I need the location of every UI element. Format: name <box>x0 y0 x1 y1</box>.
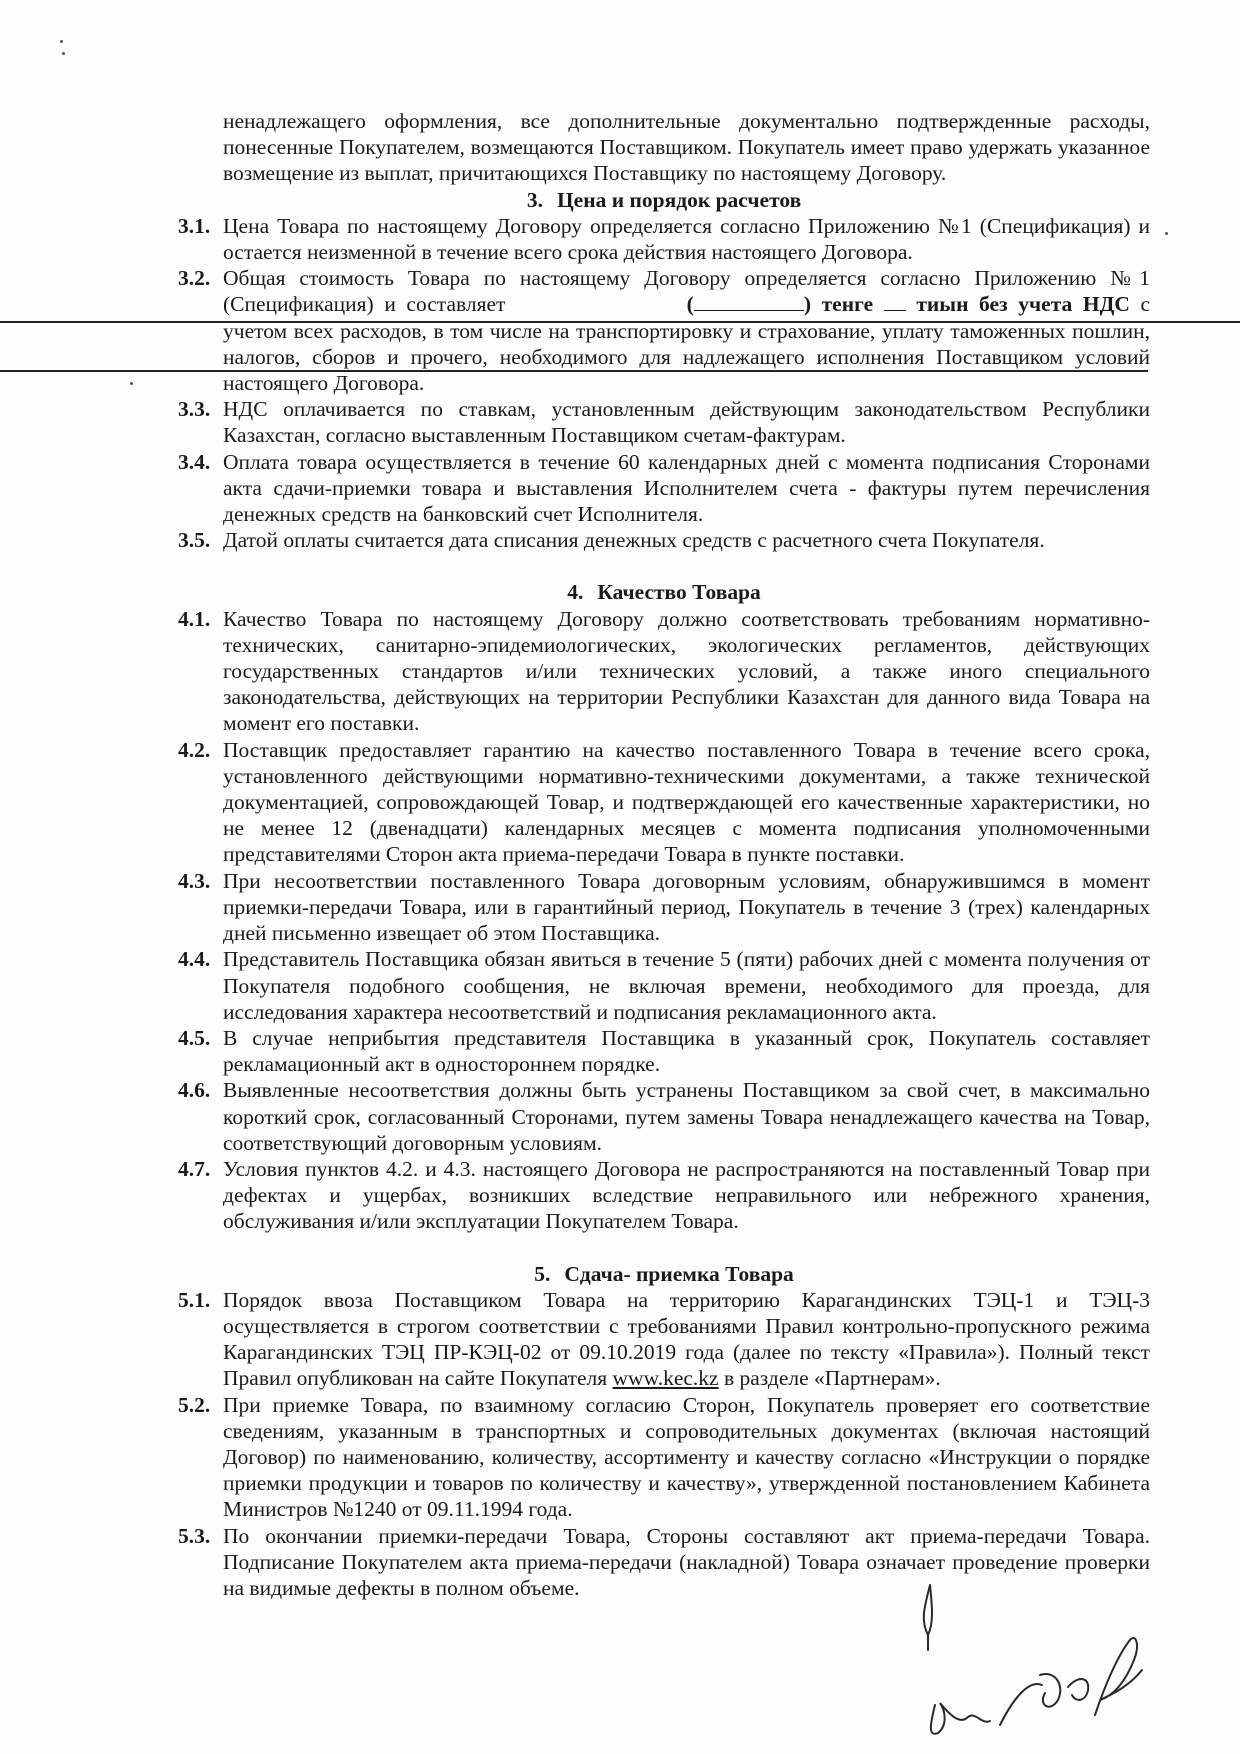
clause-text: НДС оплачивается по ставкам, установленным действующим законодательством Республики Казахстан, согласно выставленным Поставщиком счетам-фактурам. <box>223 397 1150 448</box>
clause-number: 4.7. <box>178 1156 211 1181</box>
clause-text: Выявленные несоответствия должны быть устранены Поставщиком за свой счет, в максимально короткий срок, согласованный Сторонами, путем замены Товара ненадлежащего качества на Товар, соответствующий договорным условиям. <box>223 1078 1150 1155</box>
document-body <box>178 108 1150 1601</box>
clause-number: 3.3. <box>178 397 211 422</box>
vat-note: тиын без учета НДС <box>916 292 1130 317</box>
clause-text-part: с учетом всех расходов, в том числе на транспортировку и страхование, уплату таможенных пошлин, налогов, сборов и прочего, необходимого для надлежащего исполнения Поставщиком условий настоящего Договора. <box>223 292 1151 396</box>
tiyn-blank-field <box>884 292 906 311</box>
website-link[interactable]: www.kec.kz <box>612 1366 719 1391</box>
clause-text: При приемке Товара, по взаимному согласию Сторон, Покупатель проверяет его соответствие сведениям, указанным в транспортных и сопроводительных документах (включая настоящий Договор) по наименованию, количеству, ассортименту и качеству согласно «Инструкции о порядке приемки продукции и товаров по количеству и качеству», утвержденной постановлением Кабинета Министров №1240 от 09.11.1994 года. <box>223 1392 1150 1522</box>
clause-4-1 <box>178 606 1150 737</box>
clause-number: 4.3. <box>178 868 211 893</box>
scan-speck <box>62 52 65 55</box>
clause-text: По окончании приемки-передачи Товара, Стороны составляют акт приема-передачи Товара. Подписание Покупателем акта приема-передачи (накладной) Товара означает проведение проверки на видимые дефекты в полном объеме. <box>223 1523 1150 1600</box>
scan-speck <box>130 382 133 385</box>
open-paren: ( <box>686 292 694 317</box>
clause-3-1 <box>178 213 1150 265</box>
clause-4-3 <box>178 868 1150 947</box>
section-5-heading <box>178 1261 1150 1287</box>
clause-text: Датой оплаты считается дата списания денежных средств с расчетного счета Покупателя. <box>223 528 1045 553</box>
clause-text-part: в разделе «Партнерам». <box>723 1366 941 1391</box>
clause-text: Поставщик предоставляет гарантию на качество поставленного Товара в течение всего срока, установленного действующими нормативно-техническими документами, а также технической документацией, сопровождающей Товар, и подтверждающей его качественные характеристики, но не менее 12 (двенадцати) календарных месяцев с момента подписания уполномоченными представителями Сторон акта приема-передачи Товара в пункте поставки. <box>223 737 1150 867</box>
section-3-number: 3. <box>526 187 543 212</box>
clause-text-part: Общая стоимость Товара по настоящему Договору определяется согласно Приложению №1 (Спецификация) и составляет <box>223 266 1150 317</box>
currency-label: тенге <box>821 292 874 317</box>
clause-text: Условия пунктов 4.2. и 4.3. настоящего Договора не распространяются на поставленный Товар при дефектах и ущербах, возникших вследствие неправильного или небрежного хранения, обслуживания и/или эксплуатации Покупателем Товара. <box>223 1156 1150 1234</box>
clause-5-1 <box>178 1287 1150 1392</box>
clause-4-6 <box>178 1077 1150 1156</box>
intro-paragraph: ненадлежащего оформления, все дополнительные документально подтвержденные расходы, понесенные Покупателем, возмещаются Поставщиком. Покупатель имеет право удержать указанное возмещение из выплат, причитающихся Поставщику по настоящему Договору. <box>223 109 1150 186</box>
clause-3-5 <box>178 527 1150 553</box>
clause-3-4 <box>178 449 1150 528</box>
amount-words-blank-field <box>694 292 804 311</box>
section-4-number: 4. <box>567 580 584 605</box>
clause-number: 3.4. <box>178 449 211 474</box>
clause-text: В случае неприбытия представителя Поставщика в указанный срок, Покупатель составляет рекламационный акт в одностороннем порядке. <box>223 1025 1150 1077</box>
clause-text <box>223 265 1150 396</box>
section-3-heading <box>178 187 1150 213</box>
clause-text-part: Порядок ввоза Поставщиком Товара на территорию Карагандинских ТЭЦ-1 и ТЭЦ-3 осуществляется в строгом соответствии с требованиями Правил контрольно-пропускного режима Карагандинских ТЭЦ ПР-КЭЦ-02 от 09.10.2019 года (далее по тексту «Правила»). Полный текст Правил опубликован на сайте Покупателя <box>223 1287 1150 1391</box>
clause-text: Качество Товара по настоящему Договору должно соответствовать требованиям нормативно-технических, санитарно-эпидемиологических, экологических регламентов, действующих государственных стандартов и/или технических условий, а также иного специального законодательства, действующих на территории Республики Казахстан для данного вида Товара на момент его поставки. <box>223 606 1150 736</box>
clause-number: 4.4. <box>178 947 211 972</box>
clause-number: 4.5. <box>178 1025 211 1050</box>
section-4-title: Качество Товара <box>597 580 761 605</box>
clause-number: 5.3. <box>178 1523 211 1548</box>
clause-text: Оплата товара осуществляется в течение 60 календарных дней с момента подписания Сторонами акта сдачи-приемки товара и выставления Исполнителем счета - фактуры путем перечисления денежных средств на банковский счет Исполнителя. <box>223 449 1150 527</box>
section-5-title: Сдача- приемка Товара <box>564 1261 794 1286</box>
clause-number: 5.2. <box>178 1392 211 1417</box>
clause-3-2 <box>178 265 1150 396</box>
clause-4-4 <box>178 946 1150 1025</box>
clause-3-3 <box>178 396 1150 448</box>
scan-speck <box>1165 232 1168 235</box>
clause-number: 3.5. <box>178 528 211 553</box>
clause-text: Цена Товара по настоящему Договору определяется согласно Приложению №1 (Спецификация) и остается неизменной в течение всего срока действия настоящего Договора. <box>223 213 1150 265</box>
amount-blank-field <box>516 293 676 311</box>
clause-number: 4.6. <box>178 1078 211 1103</box>
clause-text <box>223 1287 1150 1392</box>
handwritten-signature <box>890 1575 1190 1745</box>
clause-4-2 <box>178 737 1150 868</box>
scan-speck <box>60 40 63 43</box>
section-5-number: 5. <box>534 1261 551 1286</box>
clause-number: 5.1. <box>178 1287 211 1312</box>
clause-number: 4.1. <box>178 606 211 631</box>
section-3-title: Цена и порядок расчетов <box>556 187 802 212</box>
close-paren: ) <box>803 292 811 317</box>
clause-number: 3.1. <box>178 213 211 238</box>
clause-number: 4.2. <box>178 737 211 762</box>
clause-4-7 <box>178 1156 1150 1235</box>
clause-text: Представитель Поставщика обязан явиться в течение 5 (пяти) рабочих дней с момента получения от Покупателя подобного сообщения, не включая времени, необходимого для проезда, для исследования характера несоответствий и подписания рекламационного акта. <box>223 947 1150 1024</box>
section-4-heading <box>178 579 1150 605</box>
clause-4-5 <box>178 1025 1150 1077</box>
clause-5-2 <box>178 1392 1150 1523</box>
clause-text: При несоответствии поставленного Товара договорным условиям, обнаружившимся в момент приемки-передачи Товара, или в гарантийный период, Покупатель в течение 3 (трех) календарных дней письменно извещает об этом Поставщика. <box>223 868 1150 946</box>
clause-number: 3.2. <box>178 266 211 291</box>
